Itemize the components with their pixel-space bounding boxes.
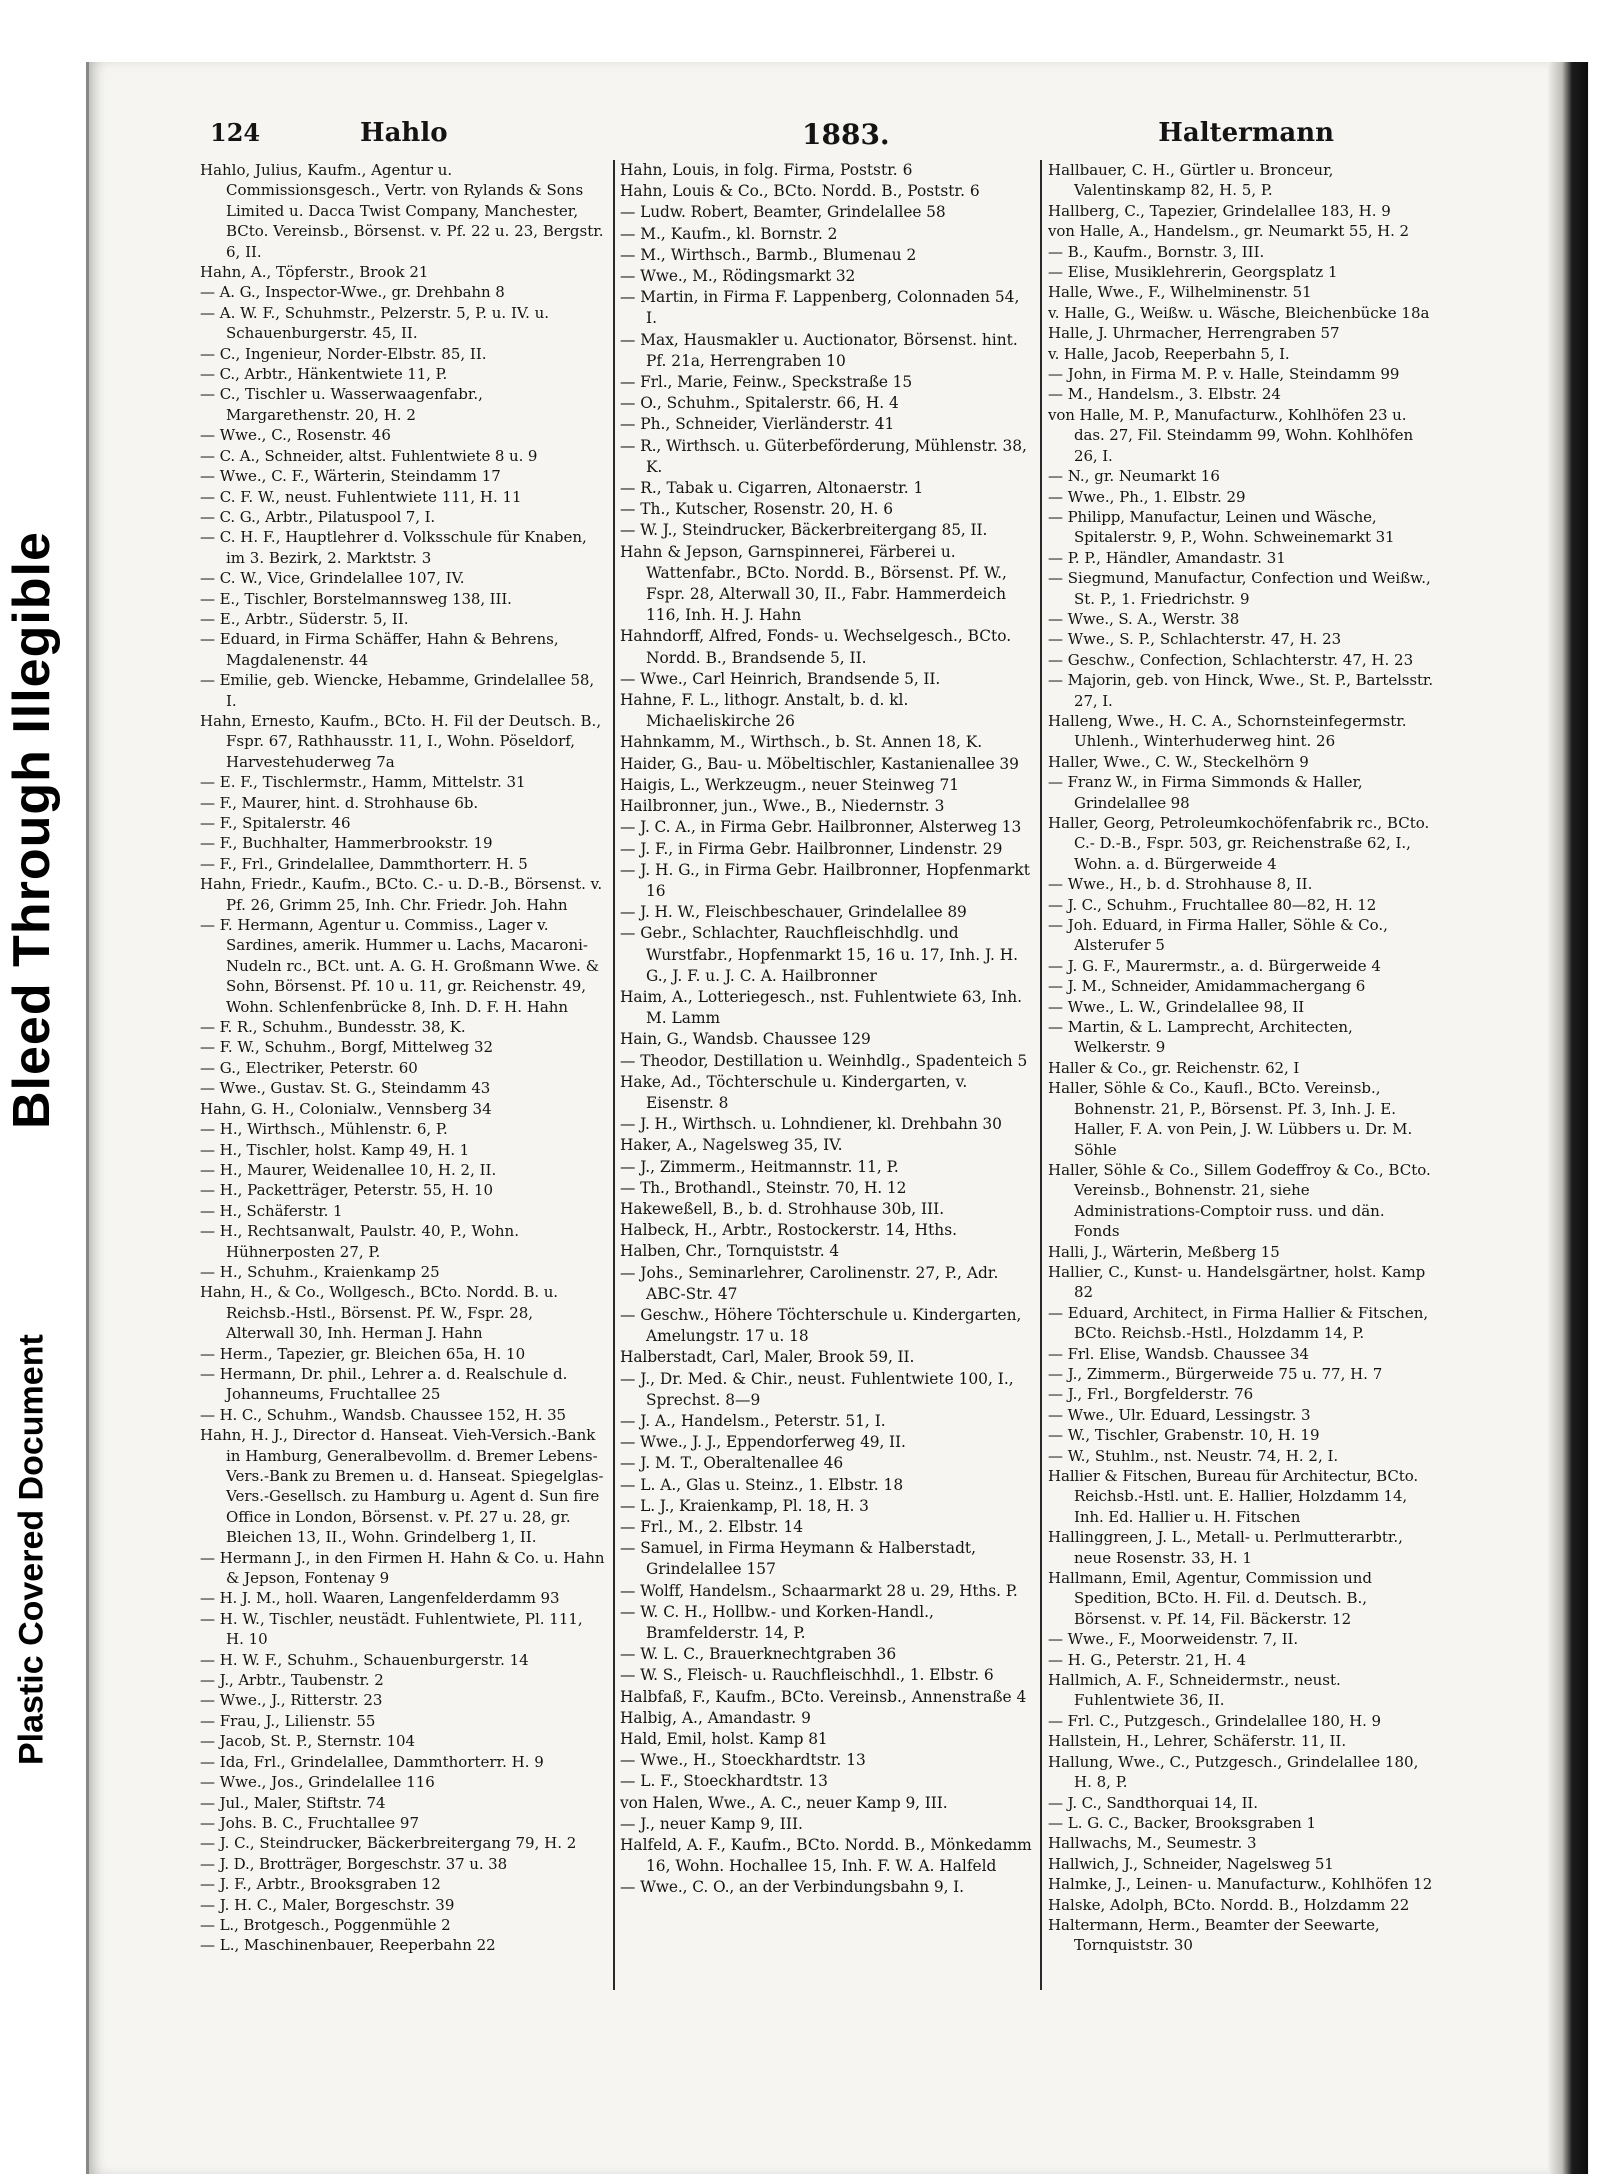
directory-entry: — F. W., Schuhm., Borgf, Mittelweg 32 xyxy=(200,1038,494,1057)
directory-entry: — Majorin, geb. von Hinck, Wwe., St. P., Bartelsstr. 27, I. xyxy=(1048,671,1434,710)
directory-entry: — J., Arbtr., Taubenstr. 2 xyxy=(200,1671,384,1690)
directory-entry: — Ida, Frl., Grindelallee, Dammthorterr. H. 9 xyxy=(200,1752,544,1771)
page-gutter-shadow xyxy=(1548,62,1588,2174)
directory-entry: — C. G., Arbtr., Pilatuspool 7, I. xyxy=(200,507,436,526)
directory-entry: — L. A., Glas u. Steinz., 1. Elbstr. 18 xyxy=(620,1475,904,1494)
directory-entry: — Wwe., Jos., Grindelallee 116 xyxy=(200,1773,435,1792)
directory-entry: — Wwe., F., Moorweidenstr. 7, II. xyxy=(1048,1630,1299,1649)
directory-entry: — Jacob, St. P., Sternstr. 104 xyxy=(200,1732,415,1751)
directory-entry: — C., Arbtr., Hänkentwiete 11, P. xyxy=(200,365,448,384)
directory-entry: — Philipp, Manufactur, Leinen und Wäsche, Spitalerstr. 9, P., Wohn. Schweinemarkt 31 xyxy=(1048,507,1395,547)
directory-entry: — J. H. G., in Firma Gebr. Hailbronner, Hopfenmarkt 16 xyxy=(620,860,1030,900)
directory-entry: — W., Tischler, Grabenstr. 10, H. 19 xyxy=(1048,1426,1320,1445)
directory-entry: — Hermann, Dr. phil., Lehrer a. d. Realschule d. Johanneums, Fruchtallee 25 xyxy=(200,1364,568,1404)
directory-entry: Haller, Georg, Petroleumkochöfenfabrik rc., BCto. C.- D.-B., Fspr. 503, gr. Reichenstraße 62, I., Wohn. a. d. Bürgerweide 4 xyxy=(1048,814,1430,873)
directory-entry: — W. S., Fleisch- u. Rauchfleischhdl., 1. Elbstr. 6 xyxy=(620,1666,994,1685)
directory-entry: Halske, Adolph, BCto. Nordd. B., Holzdamm 22 xyxy=(1048,1895,1410,1914)
directory-entry: — J. M. T., Oberaltenallee 46 xyxy=(620,1454,844,1473)
directory-entry: — Wwe., H., Stoeckhardtstr. 13 xyxy=(620,1751,866,1770)
directory-entry: Haltermann, Herm., Beamter der Seewarte, Tornquiststr. 30 xyxy=(1048,1915,1380,1955)
directory-entry: — Johs. B. C., Fruchtallee 97 xyxy=(200,1813,419,1832)
directory-entry: Hailbronner, jun., Wwe., B., Niedernstr. 3 xyxy=(620,797,945,816)
directory-entry: Hallinggreen, J. L., Metall- u. Perlmutterarbtr., neue Rosenstr. 33, H. 1 xyxy=(1048,1528,1403,1567)
directory-entry: Hahn, G. H., Colonialw., Vennsberg 34 xyxy=(200,1099,492,1118)
directory-entry: — Wwe., J., Ritterstr. 23 xyxy=(200,1691,383,1710)
plastic-covered-document-label: Plastic Covered Document xyxy=(12,1334,51,1766)
directory-entry: — J. D., Brotträger, Borgeschstr. 37 u. 38 xyxy=(200,1854,508,1873)
directory-entry: — A. W. F., Schuhmstr., Pelzerstr. 5, P. u. IV. u. Schauenburgerstr. 45, II. xyxy=(200,303,550,343)
directory-entry: — L. J., Kraienkamp, Pl. 18, H. 3 xyxy=(620,1496,869,1515)
directory-entry: — Wwe., M., Rödingsmarkt 32 xyxy=(620,267,856,286)
page-number: 124 xyxy=(210,118,261,147)
directory-entry: — Frl. C., Putzgesch., Grindelallee 180, H. 9 xyxy=(1048,1711,1381,1730)
directory-entry: — Theodor, Destillation u. Weinhdlg., Spadenteich 5 xyxy=(620,1051,1028,1070)
directory-entry: Haller, Wwe., C. W., Steckelhörn 9 xyxy=(1048,752,1309,771)
directory-entry: — F., Frl., Grindelallee, Dammthorterr. H. 5 xyxy=(200,854,528,873)
directory-entry: Halberstadt, Carl, Maler, Brook 59, II. xyxy=(620,1348,915,1367)
directory-entry: — John, in Firma M. P. v. Halle, Steindamm 99 xyxy=(1048,365,1400,384)
directory-entry: — H., Maurer, Weidenallee 10, H. 2, II. xyxy=(200,1160,497,1179)
directory-entry: — Wwe., Carl Heinrich, Brandsende 5, II. xyxy=(620,669,941,688)
directory-entry: — Hermann J., in den Firmen H. Hahn & Co. u. Hahn & Jepson, Fontenay 9 xyxy=(200,1548,605,1588)
directory-entry: Hallier, C., Kunst- u. Handelsgärtner, holst. Kamp 82 xyxy=(1048,1262,1426,1302)
directory-entry: — H., Schuhm., Kraienkamp 25 xyxy=(200,1262,440,1281)
column-divider xyxy=(1040,160,1042,1990)
directory-entry: — H. G., Peterstr. 21, H. 4 xyxy=(1048,1650,1247,1669)
directory-entry: Halbig, A., Amandastr. 9 xyxy=(620,1708,811,1727)
directory-entry: Hallwich, J., Schneider, Nagelsweg 51 xyxy=(1048,1854,1334,1873)
directory-entry: Halbeck, H., Arbtr., Rostockerstr. 14, Hths. xyxy=(620,1221,957,1240)
directory-entry: — Wwe., Gustav. St. G., Steindamm 43 xyxy=(200,1079,491,1098)
directory-entry: — J. G. F., Maurermstr., a. d. Bürgerweide 4 xyxy=(1048,956,1381,975)
directory-entry: — J. F., in Firma Gebr. Hailbronner, Lindenstr. 29 xyxy=(620,839,1003,858)
directory-entry: — L., Maschinenbauer, Reeperbahn 22 xyxy=(200,1936,496,1955)
directory-entry: — E., Tischler, Borstelmannsweg 138, III. xyxy=(200,589,512,608)
directory-entry: — F., Spitalerstr. 46 xyxy=(200,814,351,832)
directory-entry: — Siegmund, Manufactur, Confection und Weißw., St. P., 1. Friedrichstr. 9 xyxy=(1048,569,1431,608)
directory-entry: Haker, A., Nagelsweg 35, IV. xyxy=(620,1136,843,1155)
directory-entry: von Halen, Wwe., A. C., neuer Kamp 9, III. xyxy=(620,1793,948,1812)
directory-entry: — F. Hermann, Agentur u. Commiss., Lager v. Sardines, amerik. Hummer u. Lachs, Macaroni-Nudeln rc., BCt. unt. A. G. H. Großmann Wwe. & Sohn, Börsenst. Pf. 10 u. 11, gr. Reichenstr. 49, Wohn. Schlenfenbrücke 8, Inh. D. F. H. Hahn xyxy=(200,916,600,1016)
directory-entry: — L. G. C., Backer, Brooksgraben 1 xyxy=(1048,1813,1317,1832)
directory-entry: — Wwe., S. A., Werstr. 38 xyxy=(1048,609,1240,628)
header-right-keyword: Haltermann xyxy=(1158,118,1334,148)
directory-entry: — C. F. W., neust. Fuhlentwiete 111, H. 11 xyxy=(200,487,522,506)
directory-entry: Halle, J. Uhrmacher, Herrengraben 57 xyxy=(1048,324,1340,343)
directory-entry: — Martin, & L. Lamprecht, Architecten, Welkerstr. 9 xyxy=(1048,1018,1353,1057)
directory-entry: — E. F., Tischlermstr., Hamm, Mittelstr. 31 xyxy=(200,773,526,792)
directory-entry: Hallberg, C., Tapezier, Grindelallee 183, H. 9 xyxy=(1048,201,1391,220)
directory-entry: — R., Wirthsch. u. Güterbeförderung, Mühlenstr. 38, K. xyxy=(620,436,1027,476)
directory-entry: — Wwe., J. J., Eppendorferweg 49, II. xyxy=(620,1433,906,1452)
directory-entry: — Eduard, in Firma Schäffer, Hahn & Behrens, Magdalenenstr. 44 xyxy=(200,630,559,669)
directory-entry: — J. H. C., Maler, Borgeschstr. 39 xyxy=(200,1895,455,1914)
directory-entry: — F., Maurer, hint. d. Strohhause 6b. xyxy=(200,793,479,812)
directory-entry: Hake, Ad., Töchterschule u. Kindergarten, v. Eisenstr. 8 xyxy=(620,1072,968,1112)
directory-entry: Hahlo, Julius, Kaufm., Agentur u. Commissionsgesch., Vertr. von Rylands & Sons Limited u. Dacca Twist Company, Manchester, BCto. Vereinsb., Börsenst. v. Pf. 22 u. 23, Bergstr. 6, II. xyxy=(200,161,604,261)
directory-entry: — W., Stuhlm., nst. Neustr. 74, H. 2, I. xyxy=(1048,1446,1339,1465)
directory-entry: — C., Tischler u. Wasserwaagenfabr., Margarethenstr. 20, H. 2 xyxy=(200,385,483,424)
directory-entry: — Max, Hausmakler u. Auctionator, Börsenst. hint. Pf. 21a, Herrengraben 10 xyxy=(620,330,1018,370)
directory-entry: — J. C., Sandthorquai 14, II. xyxy=(1048,1793,1258,1812)
directory-entry: — H., Tischler, holst. Kamp 49, H. 1 xyxy=(200,1140,470,1159)
directory-entry: — H. C., Schuhm., Wandsb. Chaussee 152, H. 35 xyxy=(200,1405,567,1424)
directory-entry: Halbfaß, F., Kaufm., BCto. Vereinsb., Annenstraße 4 xyxy=(620,1687,1027,1706)
directory-entry: Halleng, Wwe., H. C. A., Schornsteinfegermstr. Uhlenh., Winterhuderweg hint. 26 xyxy=(1048,711,1407,751)
directory-entry: — M., Kaufm., kl. Bornstr. 2 xyxy=(620,224,838,243)
directory-column-2 xyxy=(620,160,1032,1990)
directory-entry: — Gebr., Schlachter, Rauchfleischhdlg. und Wurstfabr., Hopfenmarkt 15, 16 u. 17, Inh. J. H. G., J. F. u. J. C. A. Hailbronner xyxy=(620,924,1019,985)
directory-entry: — Elise, Musiklehrerin, Georgsplatz 1 xyxy=(1048,263,1338,282)
directory-entry: Hallmich, A. F., Schneidermstr., neust. Fuhlentwiete 36, II. xyxy=(1048,1671,1341,1710)
directory-entry: — Frl. Elise, Wandsb. Chaussee 34 xyxy=(1048,1344,1309,1363)
directory-entry: Hahndorff, Alfred, Fonds- u. Wechselgesch., BCto. Nordd. B., Brandsende 5, II. xyxy=(620,627,1012,667)
directory-entry: — N., gr. Neumarkt 16 xyxy=(1048,467,1220,486)
directory-entry: — W. L. C., Brauerknechtgraben 36 xyxy=(620,1645,897,1664)
directory-entry: — F., Buchhalter, Hammerbrookstr. 19 xyxy=(200,834,493,853)
directory-entry: — H., Rechtsanwalt, Paulstr. 40, P., Wohn. Hühnerposten 27, P. xyxy=(200,1222,519,1261)
directory-entry: Hahn, Friedr., Kaufm., BCto. C.- u. D.-B., Börsenst. v. Pf. 26, Grimm 25, Inh. Chr. Friedr. Joh. Hahn xyxy=(200,875,603,914)
directory-entry: — Th., Kutscher, Rosenstr. 20, H. 6 xyxy=(620,500,894,519)
column-divider xyxy=(613,160,615,1990)
directory-entry: — M., Wirthsch., Barmb., Blumenau 2 xyxy=(620,245,917,264)
directory-entry: Hallmann, Emil, Agentur, Commission und Spedition, BCto. H. Fil. d. Deutsch. B., Börsenst. v. Pf. 14, Fil. Bäckerstr. 12 xyxy=(1048,1569,1372,1628)
directory-entry: — Herm., Tapezier, gr. Bleichen 65a, H. 10 xyxy=(200,1344,526,1363)
directory-entry: — F. R., Schuhm., Bundesstr. 38, K. xyxy=(200,1018,466,1037)
directory-entry: — Wwe., Ph., 1. Elbstr. 29 xyxy=(1048,487,1246,506)
directory-entry: — Martin, in Firma F. Lappenberg, Colonnaden 54, I. xyxy=(620,288,1020,328)
directory-entry: Hahnkamm, M., Wirthsch., b. St. Annen 18, K. xyxy=(620,733,983,752)
directory-entry: — W. J., Steindrucker, Bäckerbreitergang 85, II. xyxy=(620,521,988,540)
directory-entry: — J., neuer Kamp 9, III. xyxy=(620,1814,803,1833)
directory-entry: — Wwe., C., Rosenstr. 46 xyxy=(200,426,391,445)
header-left-keyword: Hahlo xyxy=(360,118,448,148)
directory-column-1 xyxy=(200,160,605,1990)
directory-entry: — Emilie, geb. Wiencke, Hebamme, Grindelallee 58, I. xyxy=(200,671,595,710)
directory-entry: — Ph., Schneider, Vierländerstr. 41 xyxy=(620,415,895,434)
directory-entry: — Ludw. Robert, Beamter, Grindelallee 58 xyxy=(620,203,946,222)
directory-entry: — J. C., Steindrucker, Bäckerbreitergang 79, H. 2 xyxy=(200,1834,577,1853)
directory-entry: — Wolff, Handelsm., Schaarmarkt 28 u. 29, Hths. P. xyxy=(620,1581,1018,1600)
directory-entry: — Eduard, Architect, in Firma Hallier & Fitschen, BCto. Reichsb.-Hstl., Holzdamm 14, P. xyxy=(1048,1303,1429,1343)
directory-entry: — H., Wirthsch., Mühlenstr. 6, P. xyxy=(200,1120,448,1139)
directory-entry: — C. A., Schneider, altst. Fuhlentwiete 8 u. 9 xyxy=(200,446,538,465)
directory-entry: — Wwe., S. P., Schlachterstr. 47, H. 23 xyxy=(1048,630,1342,649)
directory-entry: Haigis, L., Werkzeugm., neuer Steinweg 71 xyxy=(620,775,960,794)
directory-entry: — Frl., Marie, Feinw., Speckstraße 15 xyxy=(620,373,913,392)
directory-entry: — J. H., Wirthsch. u. Lohndiener, kl. Drehbahn 30 xyxy=(620,1115,1002,1134)
directory-entry: — L. F., Stoeckhardtstr. 13 xyxy=(620,1772,828,1791)
directory-entry: — Wwe., L. W., Grindelallee 98, II xyxy=(1048,997,1305,1016)
directory-entry: — M., Handelsm., 3. Elbstr. 24 xyxy=(1048,385,1281,404)
directory-entry: — Geschw., Höhere Töchterschule u. Kindergarten, Amelungstr. 17 u. 18 xyxy=(620,1305,1022,1346)
directory-entry: — P. P., Händler, Amandastr. 31 xyxy=(1048,548,1286,567)
directory-entry: — J., Frl., Borgfelderstr. 76 xyxy=(1048,1385,1254,1404)
directory-entry: — J. F., Arbtr., Brooksgraben 12 xyxy=(200,1875,441,1894)
directory-entry: — C., Ingenieur, Norder-Elbstr. 85, II. xyxy=(200,344,487,363)
directory-entry: — H. W., Tischler, neustädt. Fuhlentwiete, Pl. 111, H. 10 xyxy=(200,1609,583,1649)
directory-entry: von Halle, M. P., Manufacturw., Kohlhöfen 23 u. das. 27, Fil. Steindamm 99, Wohn. Kohlhöfen 26, I. xyxy=(1048,405,1414,465)
directory-entry: — A. G., Inspector-Wwe., gr. Drehbahn 8 xyxy=(200,283,505,302)
directory-entry: von Halle, A., Handelsm., gr. Neumarkt 55, H. 2 xyxy=(1048,222,1409,241)
directory-entry: — Samuel, in Firma Heymann & Halberstadt, Grindelallee 157 xyxy=(620,1539,976,1579)
directory-entry: Hahn, Ernesto, Kaufm., BCto. H. Fil der Deutsch. B., Fspr. 67, Rathhausstr. 11, I., Wohn. Pöseldorf, Harvestehuderweg 7a xyxy=(200,711,602,771)
directory-entry: — J. H. W., Fleischbeschauer, Grindelallee 89 xyxy=(620,903,967,922)
directory-entry: — H. J. M., holl. Waaren, Langenfelderdamm 93 xyxy=(200,1589,560,1608)
directory-entry: Hallung, Wwe., C., Putzgesch., Grindelallee 180, H. 8, P. xyxy=(1048,1752,1419,1792)
header-year: 1883. xyxy=(802,118,890,151)
directory-entry: — H., Packetträger, Peterstr. 55, H. 10 xyxy=(200,1181,494,1200)
directory-entry: — O., Schuhm., Spitalerstr. 66, H. 4 xyxy=(620,394,899,413)
directory-entry: Hahn, A., Töpferstr., Brook 21 xyxy=(200,263,429,282)
directory-entry: — Johs., Seminarlehrer, Carolinenstr. 27, P., Adr. ABC-Str. 47 xyxy=(620,1263,999,1303)
directory-entry: Hahn, H. J., Director d. Hanseat. Vieh-Versich.-Bank in Hamburg, Generalbevollm. d. Bremer Lebens-Vers.-Bank zu Bremen u. d. Hanseat. Spiegelglas-Vers.-Gesellsch. zu Hamburg u. Agent d. Sun fire Office in London, Börsenst. v. Pf. 27 u. 28, gr. Bleichen 13, II., Wohn. Grindelberg 1, II. xyxy=(200,1426,604,1547)
directory-entry: v. Halle, Jacob, Reeperbahn 5, I. xyxy=(1048,344,1290,363)
directory-entry: — R., Tabak u. Cigarren, Altonaerstr. 1 xyxy=(620,479,924,498)
directory-entry: Hahn, H., & Co., Wollgesch., BCto. Nordd. B. u. Reichsb.-Hstl., Börsenst. Pf. W., Fspr. 28, Alterwall 30, Inh. Herman J. Hahn xyxy=(200,1283,558,1343)
entry-list xyxy=(200,160,605,1956)
directory-entry: — Franz W., in Firma Simmonds & Haller, Grindelallee 98 xyxy=(1048,773,1363,812)
directory-entry: — H., Schäferstr. 1 xyxy=(200,1201,343,1220)
directory-entry: Halli, J., Wärterin, Meßberg 15 xyxy=(1048,1242,1280,1261)
directory-column-3 xyxy=(1048,160,1434,1990)
directory-entry: — J. A., Handelsm., Peterstr. 51, I. xyxy=(620,1411,886,1430)
directory-entry: — E., Arbtr., Süderstr. 5, II. xyxy=(200,609,409,628)
directory-entry: Haller, Söhle & Co., Sillem Godeffroy & Co., BCto. Vereinsb., Bohnenstr. 21, siehe Administrations-Comptoir russ. und dän. Fonds xyxy=(1048,1160,1431,1241)
directory-entry: — G., Electriker, Peterstr. 60 xyxy=(200,1058,418,1077)
directory-entry: Hallstein, H., Lehrer, Schäferstr. 11, II. xyxy=(1048,1732,1347,1751)
directory-entry: Hallier & Fitschen, Bureau für Architectur, BCto. Reichsb.-Hstl. unt. E. Hallier, Holzdamm 14, Inh. Ed. Hallier u. H. Fitschen xyxy=(1048,1467,1419,1526)
directory-entry: — C. H. F., Hauptlehrer d. Volksschule für Knaben, im 3. Bezirk, 2. Marktstr. 3 xyxy=(200,528,587,567)
directory-entry: Halfeld, A. F., Kaufm., BCto. Nordd. B., Mönkedamm 16, Wohn. Hochallee 15, Inh. F. W. A. Halfeld xyxy=(620,1836,1032,1876)
directory-entry: — Jul., Maler, Stiftstr. 74 xyxy=(200,1793,386,1812)
directory-entry: v. Halle, G., Weißw. u. Wäsche, Bleichenbücke 18a xyxy=(1048,303,1430,322)
directory-entry: — Wwe., H., b. d. Strohhause 8, II. xyxy=(1048,875,1313,894)
directory-entry: Hahne, F. L., lithogr. Anstalt, b. d. kl. Michaeliskirche 26 xyxy=(620,691,909,731)
directory-entry: — J. M., Schneider, Amidammachergang 6 xyxy=(1048,977,1366,996)
directory-entry: Hallbauer, C. H., Gürtler u. Bronceur, Valentinskamp 82, H. 5, P. xyxy=(1048,161,1334,200)
directory-entry: Hallwachs, M., Seumestr. 3 xyxy=(1048,1834,1257,1853)
directory-entry: — W. C. H., Hollbw.- und Korken-Handl., Bramfelderstr. 14, P. xyxy=(620,1602,934,1643)
directory-entry: Haim, A., Lotteriegesch., nst. Fuhlentwiete 63, Inh. M. Lamm xyxy=(620,987,1023,1028)
directory-entry: Hahn, Louis, in folg. Firma, Poststr. 6 xyxy=(620,161,913,179)
directory-entry: — Frau, J., Lilienstr. 55 xyxy=(200,1711,376,1730)
directory-entry: Hald, Emil, holst. Kamp 81 xyxy=(620,1730,828,1749)
directory-entry: — Wwe., C. O., an der Verbindungsbahn 9, I. xyxy=(620,1878,964,1897)
directory-entry: — L., Brotgesch., Poggenmühle 2 xyxy=(200,1915,451,1934)
directory-entry: Halle, Wwe., F., Wilhelminenstr. 51 xyxy=(1048,283,1312,302)
directory-entry: — J. C., Schuhm., Fruchtallee 80—82, H. 12 xyxy=(1048,895,1377,914)
directory-entry: Halben, Chr., Tornquiststr. 4 xyxy=(620,1242,840,1261)
directory-entry: Hahn, Louis & Co., BCto. Nordd. B., Poststr. 6 xyxy=(620,182,980,201)
page-header xyxy=(210,118,1334,158)
directory-entry: Hain, G., Wandsb. Chaussee 129 xyxy=(620,1030,871,1049)
directory-entry: — J., Zimmerm., Bürgerweide 75 u. 77, H. 7 xyxy=(1048,1364,1383,1383)
directory-entry: — J., Dr. Med. & Chir., neust. Fuhlentwiete 100, I., Sprechst. 8—9 xyxy=(620,1369,1014,1409)
directory-entry: Haider, G., Bau- u. Möbeltischler, Kastanienallee 39 xyxy=(620,754,1019,773)
directory-entry: — J. C. A., in Firma Gebr. Hailbronner, Alsterweg 13 xyxy=(620,818,1022,837)
entry-list xyxy=(620,160,1032,1899)
directory-entry: Haller & Co., gr. Reichenstr. 62, I xyxy=(1048,1058,1300,1077)
directory-entry: — Th., Brothandl., Steinstr. 70, H. 12 xyxy=(620,1178,907,1197)
directory-entry: — Wwe., C. F., Wärterin, Steindamm 17 xyxy=(200,467,501,486)
directory-entry: — Frl., M., 2. Elbstr. 14 xyxy=(620,1518,804,1536)
bleed-through-illegible-label: Bleed Through Illegible xyxy=(3,531,61,1129)
directory-entry: — H. W. F., Schuhm., Schauenburgerstr. 14 xyxy=(200,1650,529,1669)
directory-entry: Hakeweßell, B., b. d. Strohhause 30b, III. xyxy=(620,1199,945,1218)
directory-entry: — Geschw., Confection, Schlachterstr. 47, H. 23 xyxy=(1048,650,1414,669)
directory-entry: — J., Zimmerm., Heitmannstr. 11, P. xyxy=(620,1157,899,1176)
directory-entry: — Wwe., Ulr. Eduard, Lessingstr. 3 xyxy=(1048,1405,1311,1424)
directory-entry: Haller, Söhle & Co., Kaufl., BCto. Vereinsb., Bohnenstr. 21, P., Börsenst. Pf. 3, Inh. J. E. Haller, F. A. von Pein, J. W. Lübbers u. Dr. M. Söhle xyxy=(1048,1079,1413,1159)
directory-entry: — Joh. Eduard, in Firma Haller, Söhle & Co., Alsterufer 5 xyxy=(1048,916,1388,955)
entry-list xyxy=(1048,160,1434,1956)
directory-entry: Halmke, J., Leinen- u. Manufacturw., Kohlhöfen 12 xyxy=(1048,1875,1433,1894)
directory-entry: — B., Kaufm., Bornstr. 3, III. xyxy=(1048,242,1265,261)
directory-entry: Hahn & Jepson, Garnspinnerei, Färberei u. Wattenfabr., BCto. Nordd. B., Börsenst. Pf. W., Fspr. 28, Alterwall 30, II., Fabr. Hammerdeich 116, Inh. H. J. Hahn xyxy=(620,542,1007,625)
directory-entry: — C. W., Vice, Grindelallee 107, IV. xyxy=(200,569,465,588)
